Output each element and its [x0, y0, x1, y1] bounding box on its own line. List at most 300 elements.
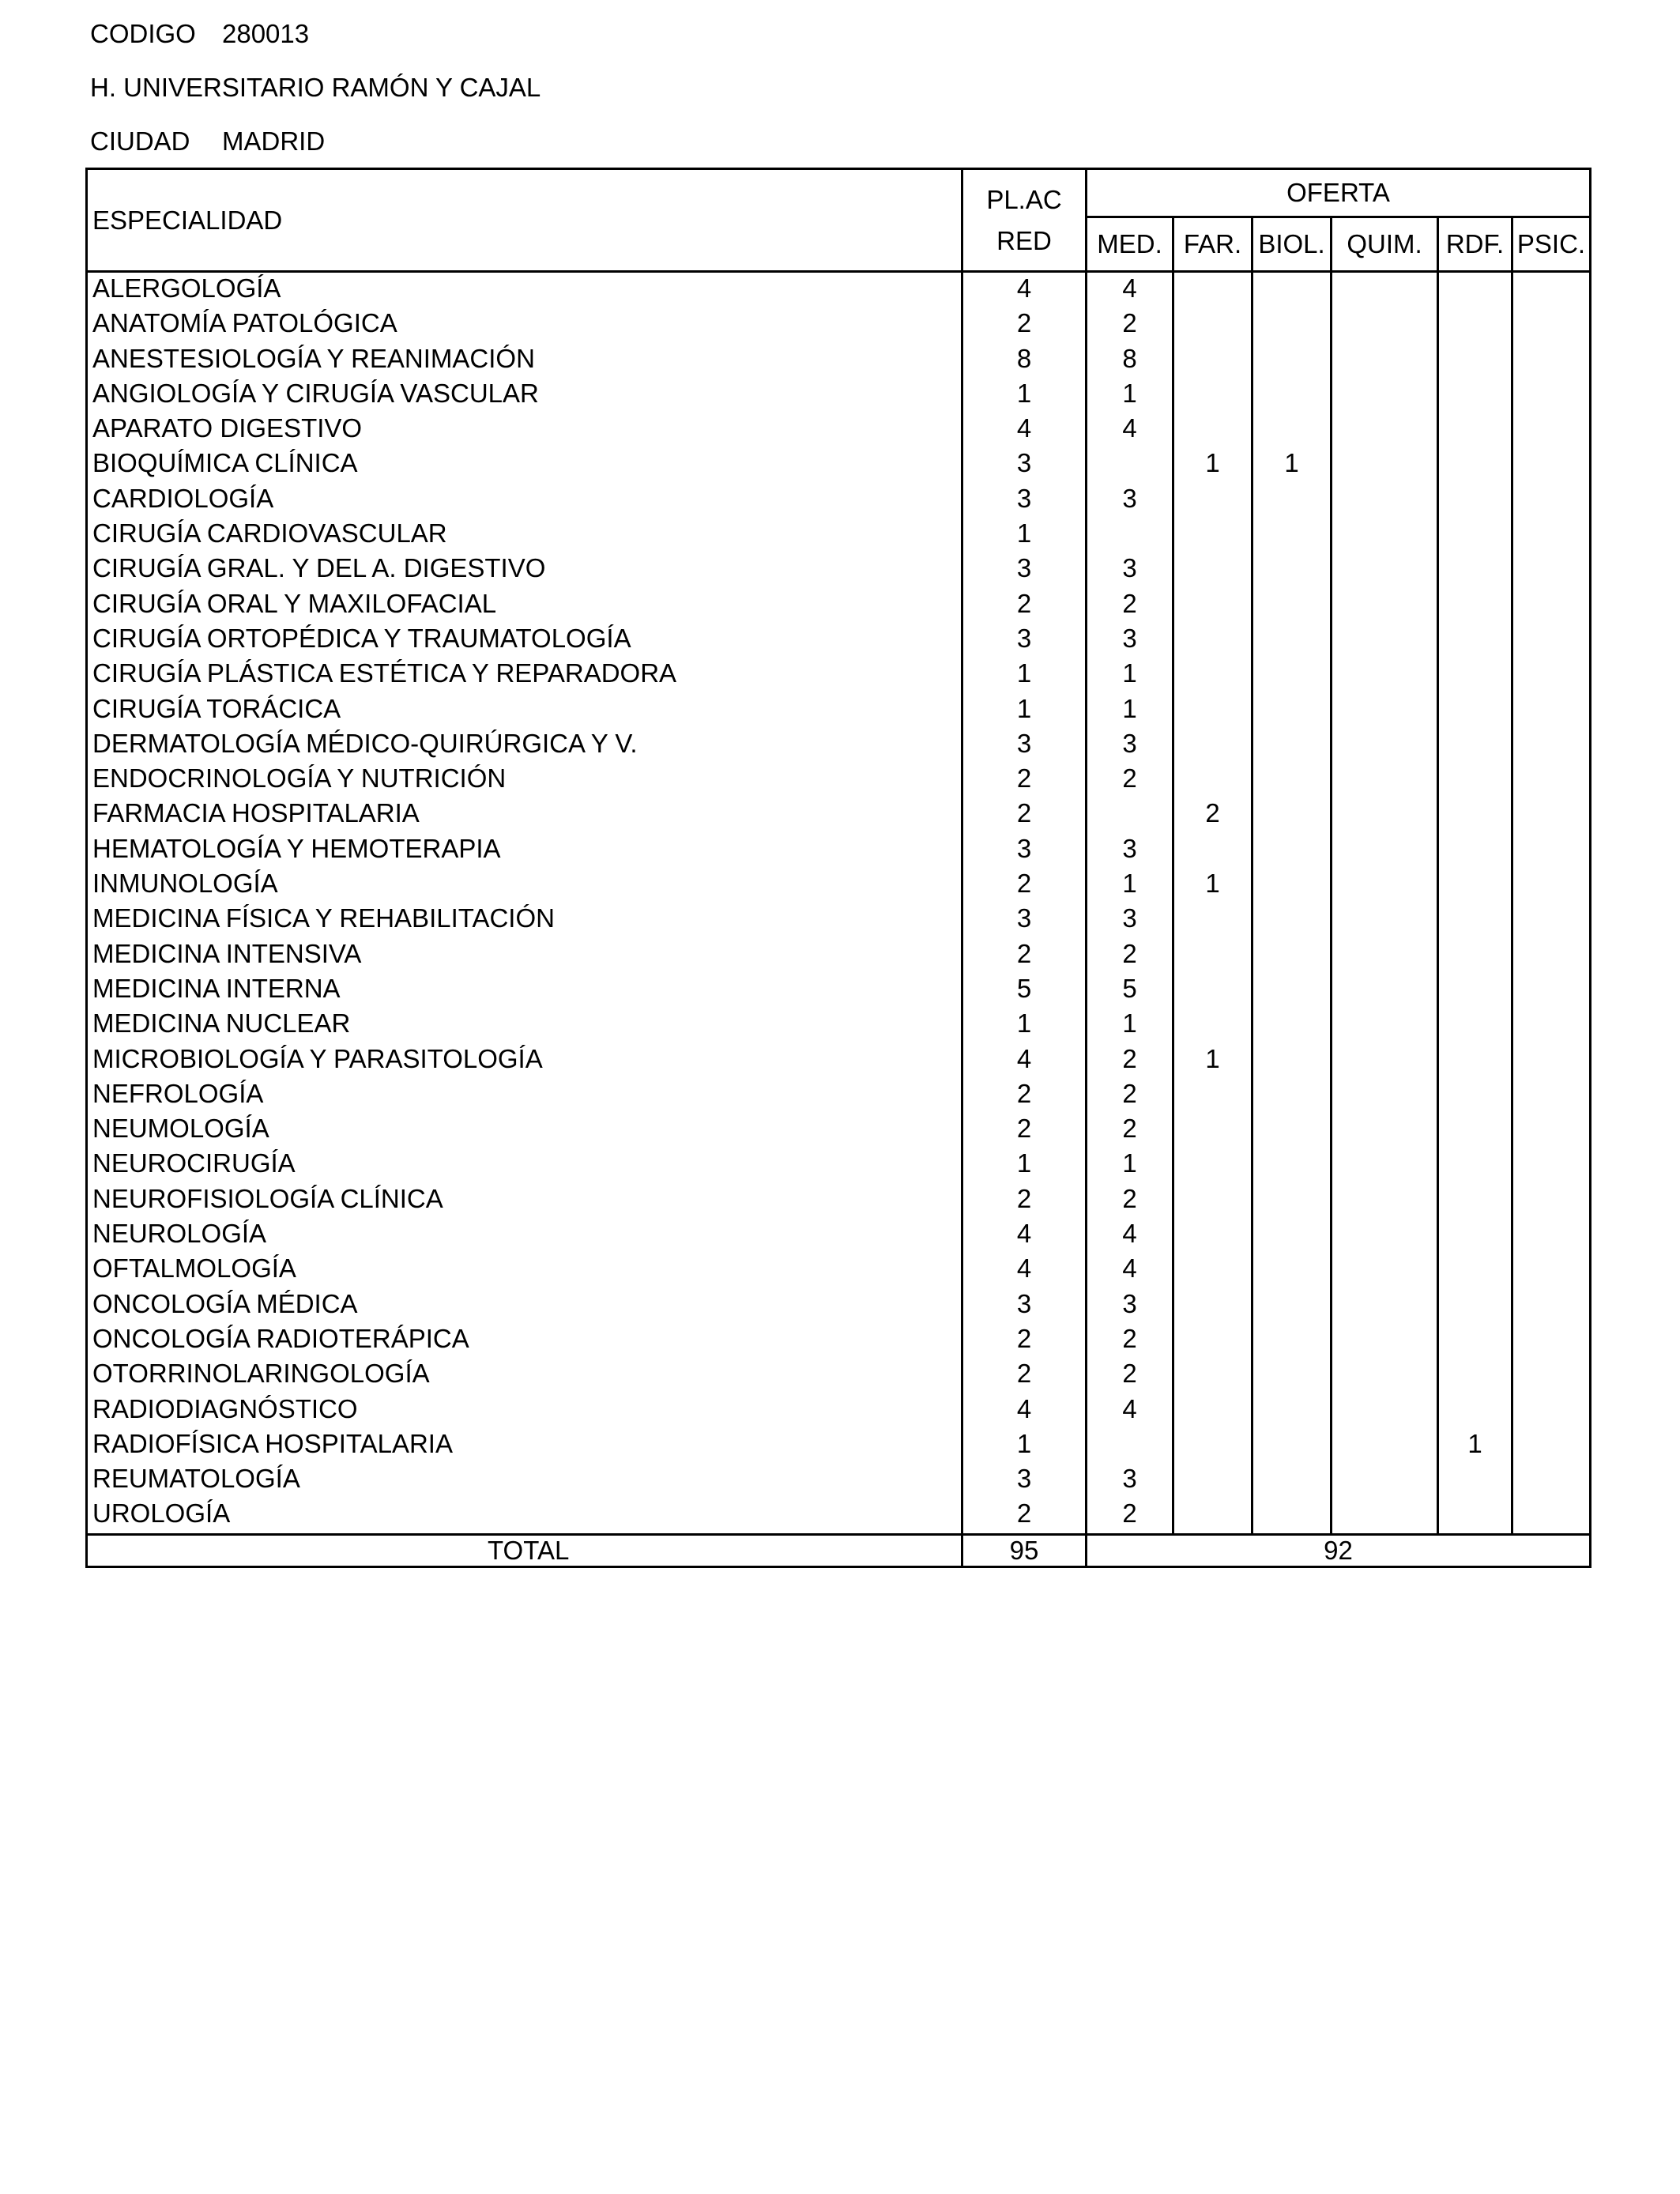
cell-med: 3 [1087, 903, 1173, 937]
cell-pl: 3 [962, 552, 1087, 587]
cell-biol [1252, 728, 1332, 763]
cell-biol [1252, 307, 1332, 342]
cell-psic [1512, 1288, 1591, 1323]
cell-med: 1 [1087, 1008, 1173, 1042]
cell-med: 2 [1087, 1498, 1173, 1534]
cell-biol [1252, 833, 1332, 868]
cell-rdf [1438, 903, 1512, 937]
cell-biol [1252, 552, 1332, 587]
cell-far [1173, 518, 1252, 552]
col-psic-header: PSIC. [1512, 217, 1591, 272]
cell-esp: NEUROFISIOLOGÍA CLÍNICA [87, 1183, 962, 1218]
cell-rdf [1438, 1113, 1512, 1148]
cell-esp: HEMATOLOGÍA Y HEMOTERAPIA [87, 833, 962, 868]
cell-esp: NEUMOLOGÍA [87, 1113, 962, 1148]
cell-med: 1 [1087, 868, 1173, 903]
cell-far [1173, 1428, 1252, 1463]
col-med-header: MED. [1087, 217, 1173, 272]
cell-rdf: 1 [1438, 1428, 1512, 1463]
cell-esp: ENDOCRINOLOGÍA Y NUTRICIÓN [87, 763, 962, 797]
cell-pl: 3 [962, 728, 1087, 763]
cell-quim [1332, 272, 1438, 308]
cell-far [1173, 378, 1252, 413]
cell-far [1173, 658, 1252, 692]
cell-med: 2 [1087, 1358, 1173, 1393]
table-row [87, 938, 1591, 973]
cell-pl: 1 [962, 693, 1087, 728]
cell-pl: 2 [962, 1113, 1087, 1148]
cell-far [1173, 763, 1252, 797]
cell-pl: 4 [962, 1393, 1087, 1428]
table-row [87, 1218, 1591, 1253]
cell-rdf [1438, 763, 1512, 797]
table-row [87, 1428, 1591, 1463]
table-row [87, 1463, 1591, 1498]
cell-quim [1332, 868, 1438, 903]
cell-psic [1512, 693, 1591, 728]
cell-med: 2 [1087, 588, 1173, 623]
cell-quim [1332, 1113, 1438, 1148]
cell-quim [1332, 1043, 1438, 1078]
cell-esp: NEFROLOGÍA [87, 1078, 962, 1113]
cell-psic [1512, 1148, 1591, 1182]
plazas-table [85, 168, 1591, 1568]
cell-psic [1512, 903, 1591, 937]
table-row [87, 1288, 1591, 1323]
cell-psic [1512, 938, 1591, 973]
cell-psic [1512, 1323, 1591, 1358]
cell-med: 3 [1087, 1288, 1173, 1323]
cell-far [1173, 483, 1252, 518]
cell-rdf [1438, 588, 1512, 623]
cell-quim [1332, 483, 1438, 518]
cell-pl: 8 [962, 343, 1087, 378]
cell-psic [1512, 1358, 1591, 1393]
cell-biol [1252, 588, 1332, 623]
cell-quim [1332, 413, 1438, 447]
cell-biol [1252, 1218, 1332, 1253]
cell-esp: RADIOFÍSICA HOSPITALARIA [87, 1428, 962, 1463]
cell-biol [1252, 343, 1332, 378]
cell-pl: 4 [962, 272, 1087, 308]
cell-med: 2 [1087, 1323, 1173, 1358]
cell-pl: 2 [962, 588, 1087, 623]
cell-biol [1252, 658, 1332, 692]
cell-psic [1512, 1183, 1591, 1218]
cell-esp: CIRUGÍA PLÁSTICA ESTÉTICA Y REPARADORA [87, 658, 962, 692]
cell-pl: 3 [962, 447, 1087, 482]
cell-far: 1 [1173, 868, 1252, 903]
cell-pl: 4 [962, 1043, 1087, 1078]
table-row [87, 797, 1591, 832]
cell-pl: 2 [962, 868, 1087, 903]
cell-rdf [1438, 518, 1512, 552]
cell-rdf [1438, 1148, 1512, 1182]
cell-med: 4 [1087, 1218, 1173, 1253]
cell-biol [1252, 1393, 1332, 1428]
total-oferta: 92 [1087, 1534, 1591, 1566]
cell-med: 3 [1087, 728, 1173, 763]
total-row [87, 1534, 1591, 1566]
table-row [87, 1253, 1591, 1287]
cell-biol [1252, 1323, 1332, 1358]
table-row [87, 272, 1591, 308]
cell-rdf [1438, 552, 1512, 587]
cell-esp: CIRUGÍA TORÁCICA [87, 693, 962, 728]
cell-far [1173, 973, 1252, 1008]
cell-quim [1332, 903, 1438, 937]
table-row [87, 343, 1591, 378]
cell-quim [1332, 1498, 1438, 1534]
cell-rdf [1438, 1008, 1512, 1042]
table-row [87, 1078, 1591, 1113]
cell-pl: 5 [962, 973, 1087, 1008]
cell-biol [1252, 938, 1332, 973]
cell-quim [1332, 1008, 1438, 1042]
cell-psic [1512, 552, 1591, 587]
cell-psic [1512, 483, 1591, 518]
cell-far [1173, 1218, 1252, 1253]
total-placred: 95 [962, 1534, 1087, 1566]
cell-pl: 4 [962, 1253, 1087, 1287]
cell-med: 8 [1087, 343, 1173, 378]
cell-psic [1512, 588, 1591, 623]
cell-biol [1252, 623, 1332, 658]
cell-biol [1252, 973, 1332, 1008]
cell-far [1173, 272, 1252, 308]
cell-med: 5 [1087, 973, 1173, 1008]
cell-quim [1332, 447, 1438, 482]
cell-biol [1252, 1113, 1332, 1148]
cell-pl: 2 [962, 763, 1087, 797]
cell-biol [1252, 1498, 1332, 1534]
cell-rdf [1438, 1183, 1512, 1218]
cell-biol [1252, 1253, 1332, 1287]
cell-pl: 2 [962, 1078, 1087, 1113]
cell-far [1173, 343, 1252, 378]
cell-esp: FARMACIA HOSPITALARIA [87, 797, 962, 832]
cell-psic [1512, 973, 1591, 1008]
cell-far [1173, 1393, 1252, 1428]
cell-psic [1512, 272, 1591, 308]
cell-med: 2 [1087, 307, 1173, 342]
table-row [87, 623, 1591, 658]
col-oferta-header: OFERTA [1087, 169, 1591, 217]
hospital-name: H. UNIVERSITARIO RAMÓN Y CAJAL [90, 73, 541, 102]
cell-rdf [1438, 728, 1512, 763]
table-row [87, 973, 1591, 1008]
cell-rdf [1438, 1323, 1512, 1358]
cell-pl: 4 [962, 1218, 1087, 1253]
cell-quim [1332, 1358, 1438, 1393]
ciudad-line [90, 126, 326, 156]
cell-quim [1332, 973, 1438, 1008]
cell-med: 2 [1087, 1043, 1173, 1078]
table-row [87, 728, 1591, 763]
cell-rdf [1438, 272, 1512, 308]
cell-esp: UROLOGÍA [87, 1498, 962, 1534]
cell-med [1087, 447, 1173, 482]
cell-rdf [1438, 868, 1512, 903]
cell-med: 2 [1087, 938, 1173, 973]
cell-psic [1512, 447, 1591, 482]
cell-biol [1252, 518, 1332, 552]
cell-rdf [1438, 447, 1512, 482]
cell-esp: ONCOLOGÍA MÉDICA [87, 1288, 962, 1323]
cell-quim [1332, 552, 1438, 587]
cell-psic [1512, 1428, 1591, 1463]
cell-esp: DERMATOLOGÍA MÉDICO-QUIRÚRGICA Y V. [87, 728, 962, 763]
table-body [87, 272, 1591, 1535]
cell-rdf [1438, 1358, 1512, 1393]
table-row [87, 1148, 1591, 1182]
ciudad-value: MADRID [222, 126, 326, 156]
cell-rdf [1438, 693, 1512, 728]
table-row [87, 693, 1591, 728]
cell-biol [1252, 1183, 1332, 1218]
codigo-label: CODIGO [90, 19, 196, 48]
table-row [87, 483, 1591, 518]
table-row [87, 307, 1591, 342]
cell-far [1173, 1288, 1252, 1323]
cell-rdf [1438, 1393, 1512, 1428]
cell-far [1173, 693, 1252, 728]
table-row [87, 378, 1591, 413]
cell-biol [1252, 483, 1332, 518]
cell-pl: 2 [962, 1358, 1087, 1393]
cell-psic [1512, 797, 1591, 832]
table-row [87, 1358, 1591, 1393]
cell-far [1173, 1008, 1252, 1042]
cell-psic [1512, 728, 1591, 763]
cell-pl: 3 [962, 1463, 1087, 1498]
cell-rdf [1438, 307, 1512, 342]
cell-far [1173, 307, 1252, 342]
cell-psic [1512, 1498, 1591, 1534]
cell-rdf [1438, 938, 1512, 973]
cell-rdf [1438, 833, 1512, 868]
table-row [87, 1113, 1591, 1148]
col-biol-header: BIOL. [1252, 217, 1332, 272]
cell-rdf [1438, 1253, 1512, 1287]
cell-quim [1332, 763, 1438, 797]
cell-far [1173, 833, 1252, 868]
cell-med: 2 [1087, 1078, 1173, 1113]
cell-esp: RADIODIAGNÓSTICO [87, 1393, 962, 1428]
cell-far [1173, 1148, 1252, 1182]
table-row [87, 1183, 1591, 1218]
cell-esp: CIRUGÍA ORAL Y MAXILOFACIAL [87, 588, 962, 623]
cell-rdf [1438, 1218, 1512, 1253]
cell-far [1173, 413, 1252, 447]
table-row [87, 903, 1591, 937]
cell-pl: 1 [962, 1148, 1087, 1182]
cell-far [1173, 903, 1252, 937]
cell-quim [1332, 343, 1438, 378]
cell-esp: INMUNOLOGÍA [87, 868, 962, 903]
table-row [87, 763, 1591, 797]
cell-rdf [1438, 658, 1512, 692]
cell-esp: MEDICINA INTENSIVA [87, 938, 962, 973]
cell-psic [1512, 343, 1591, 378]
cell-med: 3 [1087, 623, 1173, 658]
table-row [87, 588, 1591, 623]
table-row [87, 1008, 1591, 1042]
cell-pl: 1 [962, 1428, 1087, 1463]
cell-psic [1512, 1253, 1591, 1287]
cell-psic [1512, 307, 1591, 342]
cell-biol [1252, 1078, 1332, 1113]
cell-med: 4 [1087, 413, 1173, 447]
cell-esp: CIRUGÍA GRAL. Y DEL A. DIGESTIVO [87, 552, 962, 587]
cell-pl: 3 [962, 1288, 1087, 1323]
cell-far [1173, 552, 1252, 587]
cell-far [1173, 728, 1252, 763]
table-row [87, 658, 1591, 692]
col-placred-header [962, 169, 1087, 272]
placred-header-text: PL.ACRED [986, 184, 1062, 255]
cell-esp: NEUROLOGÍA [87, 1218, 962, 1253]
cell-biol: 1 [1252, 447, 1332, 482]
cell-esp: CIRUGÍA CARDIOVASCULAR [87, 518, 962, 552]
cell-far [1173, 938, 1252, 973]
cell-pl: 3 [962, 623, 1087, 658]
cell-quim [1332, 1148, 1438, 1182]
cell-quim [1332, 1183, 1438, 1218]
table-row [87, 1043, 1591, 1078]
cell-quim [1332, 588, 1438, 623]
cell-psic [1512, 1078, 1591, 1113]
cell-quim [1332, 1078, 1438, 1113]
ciudad-label: CIUDAD [90, 126, 190, 156]
cell-rdf [1438, 483, 1512, 518]
cell-rdf [1438, 343, 1512, 378]
cell-psic [1512, 658, 1591, 692]
cell-rdf [1438, 1078, 1512, 1113]
cell-biol [1252, 1043, 1332, 1078]
cell-rdf [1438, 1288, 1512, 1323]
cell-far [1173, 1358, 1252, 1393]
cell-pl: 1 [962, 658, 1087, 692]
cell-pl: 4 [962, 413, 1087, 447]
cell-esp: BIOQUÍMICA CLÍNICA [87, 447, 962, 482]
cell-med: 3 [1087, 1463, 1173, 1498]
cell-far [1173, 1463, 1252, 1498]
cell-esp: MEDICINA NUCLEAR [87, 1008, 962, 1042]
table-row [87, 552, 1591, 587]
cell-psic [1512, 518, 1591, 552]
cell-pl: 3 [962, 833, 1087, 868]
col-quim-header: QUIM. [1332, 217, 1438, 272]
cell-esp: CIRUGÍA ORTOPÉDICA Y TRAUMATOLOGÍA [87, 623, 962, 658]
cell-rdf [1438, 1463, 1512, 1498]
cell-pl: 2 [962, 938, 1087, 973]
cell-far [1173, 1323, 1252, 1358]
cell-rdf [1438, 378, 1512, 413]
cell-pl: 3 [962, 903, 1087, 937]
cell-quim [1332, 728, 1438, 763]
cell-esp: ANATOMÍA PATOLÓGICA [87, 307, 962, 342]
cell-med: 4 [1087, 1253, 1173, 1287]
cell-far: 1 [1173, 447, 1252, 482]
cell-pl: 1 [962, 518, 1087, 552]
cell-esp: MEDICINA FÍSICA Y REHABILITACIÓN [87, 903, 962, 937]
cell-far [1173, 1498, 1252, 1534]
cell-biol [1252, 272, 1332, 308]
cell-psic [1512, 378, 1591, 413]
cell-psic [1512, 413, 1591, 447]
cell-quim [1332, 623, 1438, 658]
cell-biol [1252, 1358, 1332, 1393]
cell-esp: ALERGOLOGÍA [87, 272, 962, 308]
cell-rdf [1438, 1043, 1512, 1078]
cell-pl: 2 [962, 1498, 1087, 1534]
cell-far [1173, 588, 1252, 623]
cell-quim [1332, 378, 1438, 413]
cell-quim [1332, 1323, 1438, 1358]
cell-quim [1332, 307, 1438, 342]
cell-esp: ANESTESIOLOGÍA Y REANIMACIÓN [87, 343, 962, 378]
cell-psic [1512, 868, 1591, 903]
cell-quim [1332, 693, 1438, 728]
cell-quim [1332, 1288, 1438, 1323]
cell-pl: 1 [962, 378, 1087, 413]
cell-esp: MICROBIOLOGÍA Y PARASITOLOGÍA [87, 1043, 962, 1078]
table-row [87, 868, 1591, 903]
cell-quim [1332, 833, 1438, 868]
cell-med: 3 [1087, 483, 1173, 518]
cell-med: 4 [1087, 1393, 1173, 1428]
cell-psic [1512, 1463, 1591, 1498]
cell-rdf [1438, 623, 1512, 658]
cell-far [1173, 1253, 1252, 1287]
cell-biol [1252, 1008, 1332, 1042]
cell-pl: 2 [962, 307, 1087, 342]
cell-biol [1252, 413, 1332, 447]
cell-far: 1 [1173, 1043, 1252, 1078]
table-row [87, 413, 1591, 447]
cell-esp: OTORRINOLARINGOLOGÍA [87, 1358, 962, 1393]
cell-biol [1252, 1148, 1332, 1182]
cell-psic [1512, 833, 1591, 868]
cell-biol [1252, 763, 1332, 797]
cell-esp: ANGIOLOGÍA Y CIRUGÍA VASCULAR [87, 378, 962, 413]
cell-med: 2 [1087, 1113, 1173, 1148]
cell-esp: APARATO DIGESTIVO [87, 413, 962, 447]
cell-quim [1332, 1218, 1438, 1253]
cell-med: 3 [1087, 552, 1173, 587]
cell-pl: 2 [962, 797, 1087, 832]
cell-psic [1512, 1113, 1591, 1148]
cell-biol [1252, 1288, 1332, 1323]
cell-psic [1512, 623, 1591, 658]
total-label: TOTAL [87, 1534, 962, 1566]
cell-psic [1512, 1218, 1591, 1253]
cell-far: 2 [1173, 797, 1252, 832]
cell-psic [1512, 763, 1591, 797]
cell-quim [1332, 938, 1438, 973]
cell-biol [1252, 1428, 1332, 1463]
cell-far [1173, 1078, 1252, 1113]
table-row [87, 518, 1591, 552]
cell-quim [1332, 1253, 1438, 1287]
cell-biol [1252, 797, 1332, 832]
cell-biol [1252, 868, 1332, 903]
cell-med: 2 [1087, 1183, 1173, 1218]
cell-esp: OFTALMOLOGÍA [87, 1253, 962, 1287]
cell-psic [1512, 1043, 1591, 1078]
col-especialidad-header: ESPECIALIDAD [87, 169, 962, 272]
